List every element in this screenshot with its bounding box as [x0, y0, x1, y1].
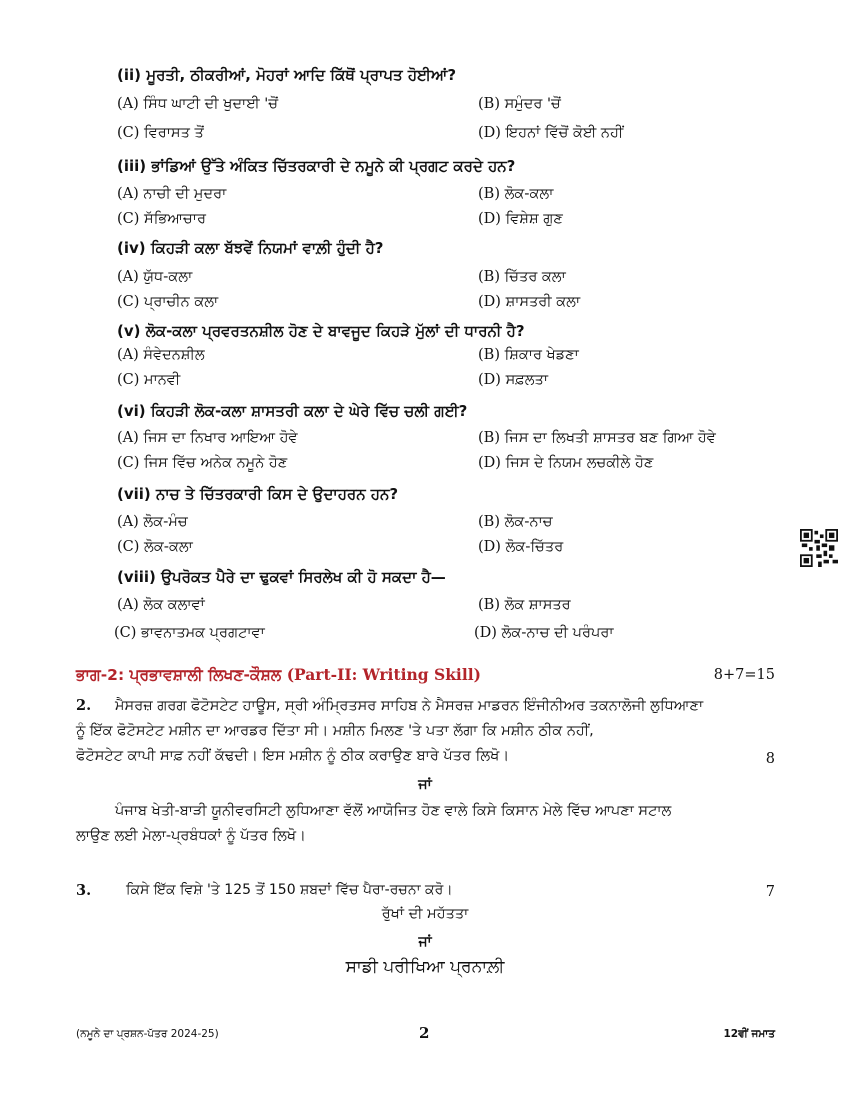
footer-right: 12ਵੀਂ ਜਮਾਤ: [723, 1028, 775, 1040]
option-c: (C) ਸੱਭਿਆਚਾਰ: [117, 211, 206, 227]
text-line: ਫੋਟੋਸਟੇਟ ਕਾਪੀ ਸਾਫ਼ ਨਹੀਂ ਕੱਢਦੀ। ਇਸ ਮਸ਼ੀਨ ਨੂੰ ਠੀਕ ਕਰਾਉਣ ਬਾਰੇ ਪੱਤਰ ਲਿਖੋ।: [76, 748, 510, 764]
option-a: (A) ਸਿੰਧ ਘਾਟੀ ਦੀ ਖੁਦਾਈ 'ਚੋਂ: [117, 96, 279, 112]
option-d: (D) ਸ਼ਾਸਤਰੀ ਕਲਾ: [478, 294, 581, 310]
option-d: (D) ਸਫ਼ਲਤਾ: [478, 372, 548, 388]
option-b: (B) ਜਿਸ ਦਾ ਲਿਖਤੀ ਸ਼ਾਸਤਰ ਬਣ ਗਿਆ ਹੋਵੇ: [478, 430, 716, 446]
footer-left: (ਨਮੂਨੇ ਦਾ ਪ੍ਰਸ਼ਨ-ਪੱਤਰ 2024-25): [76, 1028, 219, 1040]
question-text: (viii) ਉਪਰੋਕਤ ਪੈਰੇ ਦਾ ਢੁਕਵਾਂ ਸਿਰਲੇਖ ਕੀ ਹੋ ਸਕਦਾ ਹੈ—: [117, 568, 446, 586]
option-a: (A) ਸੰਵੇਦਨਸ਼ੀਲ: [117, 347, 205, 363]
page-number: 2: [419, 1024, 430, 1042]
option-b: (B) ਲੋਕ-ਕਲਾ: [478, 186, 554, 202]
option-d: (D) ਲੋਕ-ਚਿੱਤਰ: [478, 539, 564, 555]
section-heading: ਭਾਗ-2: ਪ੍ਰਭਾਵਸ਼ਾਲੀ ਲਿਖਣ-ਕੌਸ਼ਲ (Part-II: Writing Skill): [76, 665, 481, 684]
question-number: 2.: [76, 697, 92, 714]
option-d: (D) ਜਿਸ ਦੇ ਨਿਯਮ ਲਚਕੀਲੇ ਹੋਣ: [478, 455, 654, 471]
question-number: 3.: [76, 882, 92, 899]
question-text: (iv) ਕਿਹੜੀ ਕਲਾ ਬੱਝਵੇਂ ਨਿਯਮਾਂ ਵਾਲ਼ੀ ਹੁੰਦੀ ਹੈ?: [117, 239, 384, 257]
section-marks: 8+7=15: [713, 667, 775, 683]
option-d: (D) ਵਿਸ਼ੇਸ਼ ਗੁਣ: [478, 211, 563, 227]
question-text: (vi) ਕਿਹੜੀ ਲੋਕ-ਕਲਾ ਸ਼ਾਸਤਰੀ ਕਲਾ ਦੇ ਘੇਰੇ ਵਿੱਚ ਚਲੀ ਗਈ?: [117, 402, 468, 420]
option-b: (B) ਲੋਕ-ਨਾਚ: [478, 514, 553, 530]
text-line: ਪੰਜਾਬ ਖੇਤੀ-ਬਾੜੀ ਯੂਨੀਵਰਸਿਟੀ ਲੁਧਿਆਣਾ ਵੱਲੋਂ ਆਯੋਜਿਤ ਹੋਣ ਵਾਲੇ ਕਿਸੇ ਕਿਸਾਨ ਮੇਲੇ ਵਿੱਚ ਆਪਣਾ ਸਟਾਲ: [115, 803, 672, 819]
question-marks: 7: [765, 884, 775, 900]
essay-topic: ਸਾਡੀ ਪਰੀਖਿਆ ਪ੍ਰਨਾਲ਼ੀ: [345, 957, 505, 977]
or-label: ਜਾਂ: [418, 777, 432, 793]
option-c: (C) ਜਿਸ ਵਿੱਚ ਅਨੇਕ ਨਮੂਨੇ ਹੋਣ: [117, 455, 288, 471]
question-text: (vii) ਨਾਚ ਤੇ ਚਿੱਤਰਕਾਰੀ ਕਿਸ ਦੇ ਉਦਾਹਰਨ ਹਨ?: [117, 485, 399, 503]
text-line: ਨੂੰ ਇੱਕ ਫੋਟੋਸਟੇਟ ਮਸ਼ੀਨ ਦਾ ਆਰਡਰ ਦਿੱਤਾ ਸੀ। ਮਸ਼ੀਨ ਮਿਲਣ 'ਤੇ ਪਤਾ ਲੱਗਾ ਕਿ ਮਸ਼ੀਨ ਠੀਕ ਨਹੀਂ,: [76, 723, 594, 739]
text-line: ਲਾਉਣ ਲਈ ਮੇਲਾ-ਪ੍ਰਬੰਧਕਾਂ ਨੂੰ ਪੱਤਰ ਲਿਖੋ।: [76, 828, 306, 844]
question-marks: 8: [765, 751, 775, 767]
question-2-alternate: [76, 799, 776, 849]
option-a: (A) ਯੁੱਧ-ਕਲਾ: [117, 269, 193, 285]
option-b: (B) ਚਿੱਤਰ ਕਲਾ: [478, 269, 566, 285]
option-a: (A) ਜਿਸ ਦਾ ਨਿਖਾਰ ਆਇਆ ਹੋਵੇ: [117, 430, 298, 446]
option-b: (B) ਲੋਕ ਸ਼ਾਸਤਰ: [478, 597, 571, 613]
or-label: ਜਾਂ: [418, 934, 432, 950]
option-a: (A) ਲੋਕ ਕਲਾਵਾਂ: [117, 597, 205, 613]
essay-topic: ਰੁੱਖਾਂ ਦੀ ਮਹੱਤਤਾ: [381, 906, 469, 922]
question-2-text: [76, 694, 776, 769]
option-b: (B) ਸ਼ਿਕਾਰ ਖੇਡਣਾ: [478, 347, 579, 363]
option-a: (A) ਨਾਚੀ ਦੀ ਮੁਦਰਾ: [117, 186, 227, 202]
text-line: ਮੈਸਰਜ਼ ਗਰਗ ਫੋਟੋਸਟੇਟ ਹਾਊਸ, ਸ੍ਰੀ ਅੰਮ੍ਰਿਤਸਰ ਸਾਹਿਬ ਨੇ ਮੈਸਰਜ਼ ਮਾਡਰਨ ਇੰਜੀਨੀਅਰ ਤਕਨਾਲੋਜੀ ਲੁਧਿਆਣਾ: [115, 698, 704, 714]
option-d: (D) ਇਹਨਾਂ ਵਿੱਚੋਂ ਕੋਈ ਨਹੀਂ: [478, 125, 624, 141]
option-b: (B) ਸਮੁੰਦਰ 'ਚੋਂ: [478, 96, 561, 112]
option-d: (D) ਲੋਕ-ਨਾਚ ਦੀ ਪਰੰਪਰਾ: [474, 625, 614, 641]
option-c: (C) ਲੋਕ-ਕਲਾ: [117, 539, 193, 555]
option-c: (C) ਭਾਵਨਾਤਮਕ ਪ੍ਰਗਟਾਵਾ: [114, 625, 265, 641]
option-a: (A) ਲੋਕ-ਮੰਚ: [117, 514, 188, 530]
question-text: (ii) ਮੂਰਤੀ, ਠੀਕਰੀਆਂ, ਮੋਹਰਾਂ ਆਦਿ ਕਿੱਥੋਂ ਪ੍ਰਾਪਤ ਹੋਈਆਂ?: [117, 66, 457, 84]
qr-code-icon: [800, 528, 838, 568]
question-text: (v) ਲੋਕ-ਕਲਾ ਪ੍ਰਵਰਤਨਸ਼ੀਲ ਹੋਣ ਦੇ ਬਾਵਜੂਦ ਕਿਹੜੇ ਮੁੱਲਾਂ ਦੀ ਧਾਰਨੀ ਹੈ?: [117, 322, 525, 340]
question-3-text: ਕਿਸੇ ਇੱਕ ਵਿਸ਼ੇ 'ਤੇ 125 ਤੋਂ 150 ਸ਼ਬਦਾਂ ਵਿੱਚ ਪੈਰਾ-ਰਚਨਾ ਕਰੋ।: [126, 882, 453, 898]
option-c: (C) ਵਿਰਾਸਤ ਤੋਂ: [117, 125, 204, 141]
question-text: (iii) ਭਾਂਡਿਆਂ ਉੱਤੇ ਅੰਕਿਤ ਚਿੱਤਰਕਾਰੀ ਦੇ ਨਮੂਨੇ ਕੀ ਪ੍ਰਗਟ ਕਰਦੇ ਹਨ?: [117, 157, 516, 175]
option-c: (C) ਮਾਨਵੀ: [117, 372, 181, 388]
option-c: (C) ਪ੍ਰਾਚੀਨ ਕਲਾ: [117, 294, 219, 310]
